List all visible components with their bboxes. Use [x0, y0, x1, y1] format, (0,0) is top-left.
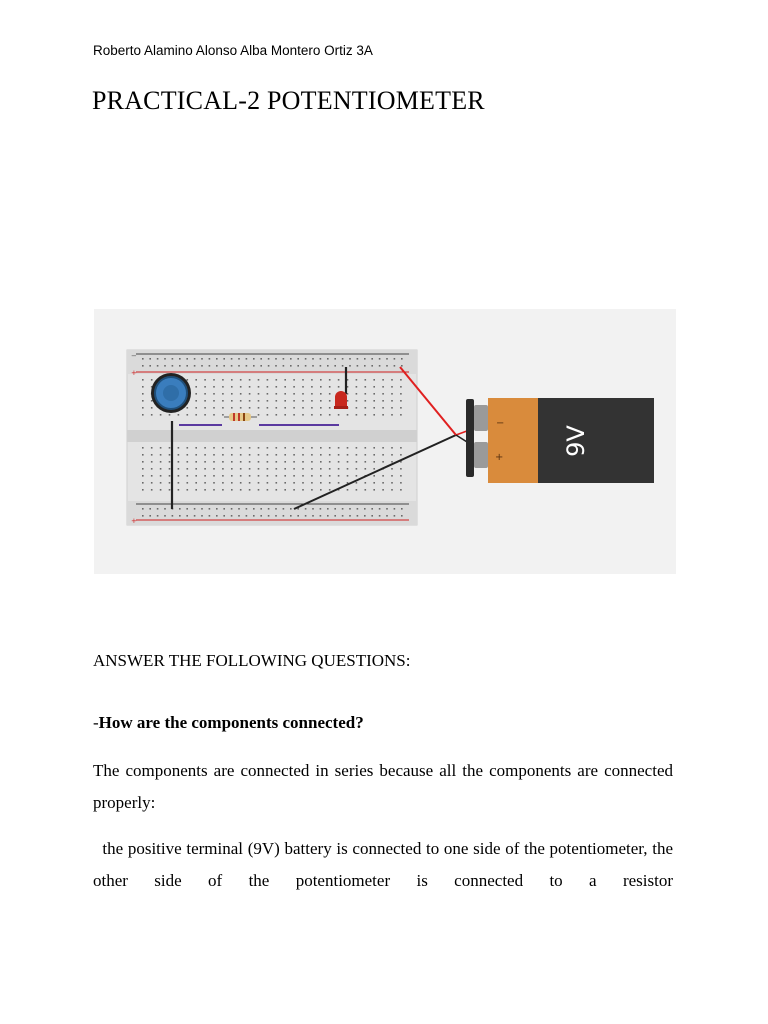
- section-heading: ANSWER THE FOLLOWING QUESTIONS:: [93, 651, 411, 670]
- battery-plus-sign: +: [495, 452, 504, 463]
- page-title: PRACTICAL-2 POTENTIOMETER: [92, 86, 485, 115]
- led: [334, 391, 348, 409]
- answer-paragraph: the positive terminal (9V) battery is connected to one side of the potentiometer, the other side of the potentiometer is connected to a resistor: [93, 839, 673, 890]
- battery-minus-sign: −: [496, 418, 505, 429]
- rail-plus-label: +: [131, 369, 137, 377]
- potentiometer: [151, 373, 191, 413]
- question-prefix: -: [93, 713, 99, 732]
- battery-9v: [466, 398, 654, 483]
- question: [93, 713, 364, 733]
- rail-minus-label: −: [131, 352, 137, 360]
- authors-line: Roberto Alamino Alonso Alba Montero Ortiz 3A: [93, 43, 373, 58]
- circuit-diagram: [94, 309, 676, 574]
- rail-plus-label-bottom: +: [131, 517, 137, 525]
- answer-paragraph: The components are connected in series because all the components are connected properly:: [93, 761, 673, 812]
- question-text: How are the components connected?: [98, 713, 364, 732]
- circuit-figure: [94, 309, 676, 574]
- battery-label: 9V: [562, 425, 590, 457]
